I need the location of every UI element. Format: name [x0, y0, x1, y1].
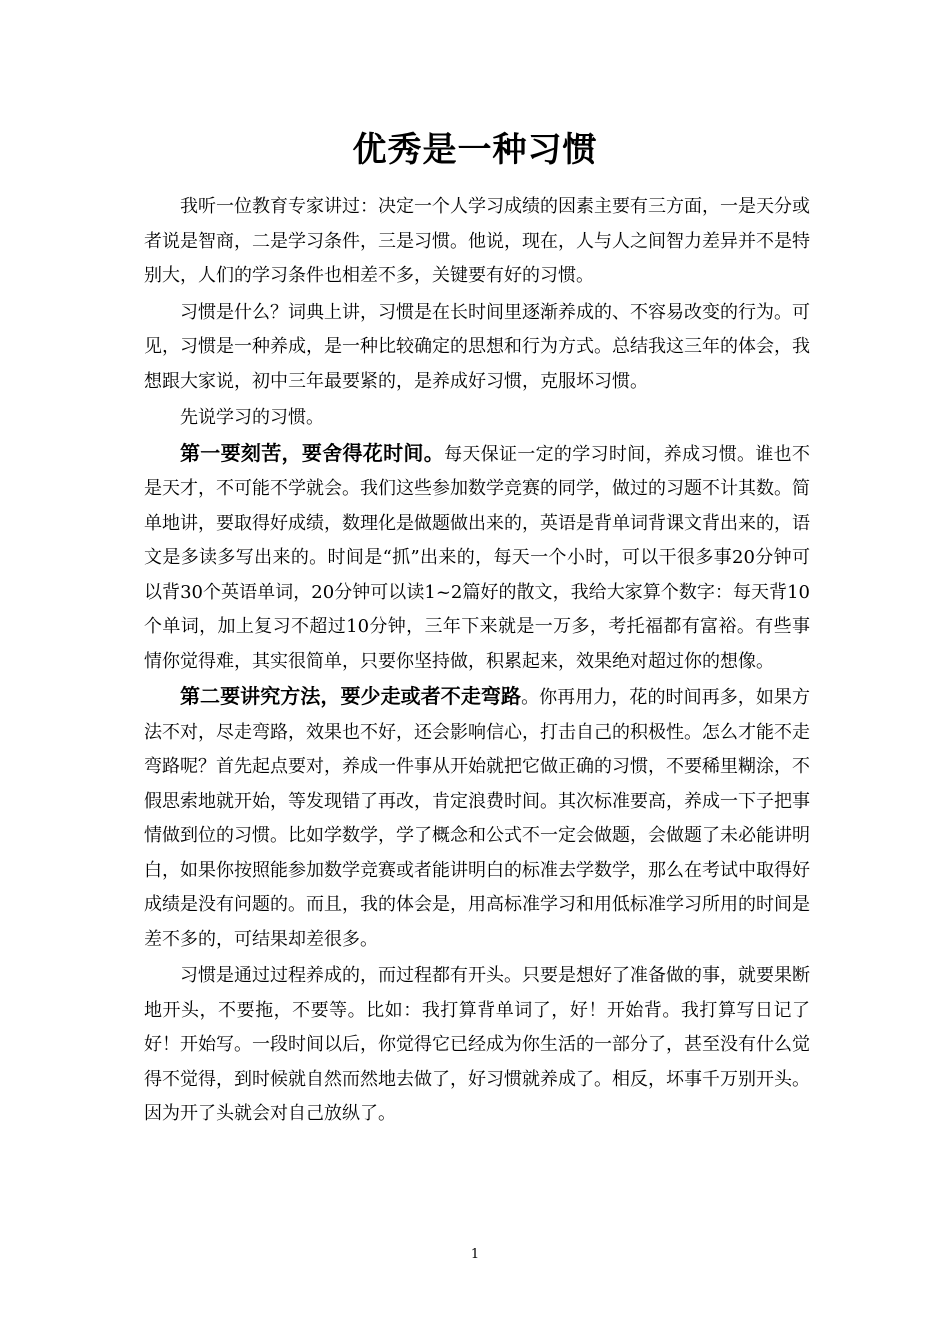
paragraph-text: 。你再用力，花的时间再多，如果方法不对，尽走弯路，效果也不好，还会影响信心，打击自己的积极性。怎么才能不走弯路呢？首先起点要对，养成一件事从开始就把它做正确的习惯，不要稀里糊涂，不假思索地就开始，等发现错了再改，肯定浪费时间。其次标准要高，养成一下子把事情做到位的习惯。比如学数学，学了概念和公式不一定会做题，会做题了未必能讲明白，如果你按照能参加数学竞赛或者能讲明白的标准去学数学，那么在考试中取得好成绩是没有问题的。而且，我的体会是，用高标准学习和用低标准学习所用的时间是差不多的，可结果却差很多。 [144, 687, 810, 950]
page-number: 1 [470, 1247, 480, 1262]
paragraph-3 [144, 399, 810, 436]
paragraph-text: 每天保证一定的学习时间，养成习惯。谁也不是天才，不可能不学就会。我们这些参加数学竞赛的同学，做过的习题不计其数。简单地讲，要取得好成绩，数理化是做题做出来的，英语是背单词背课文背出来的，语文是多读多写出来的。时间是“抓”出来的，每天一个小时，可以干很多事20分钟可以背30个英语单词，20分钟可以读1~2篇好的散文，我给大家算个数字：每天背10个单词，加上复习不超过10分钟，三年下来就是一万多，考托福都有富裕。有些事情你觉得难，其实很简单，只要你坚持做，积累起来，效果绝对超过你的想像。 [144, 443, 810, 672]
paragraph-5 [144, 679, 810, 957]
paragraph-text: 习惯是什么？词典上讲，习惯是在长时间里逐渐养成的、不容易改变的行为。可见，习惯是一种养成，是一种比较确定的思想和行为方式。总结我这三年的体会，我想跟大家说，初中三年最要紧的，是养成好习惯，克服坏习惯。 [144, 301, 810, 392]
paragraph-text: 我听一位教育专家讲过：决定一个人学习成绩的因素主要有三方面，一是天分或者说是智商，二是学习条件，三是习惯。他说，现在，人与人之间智力差异并不是特别大，人们的学习条件也相差不多，关键要有好的习惯。 [144, 196, 810, 286]
paragraph-text: 习惯是通过过程养成的，而过程都有开头。只要是想好了准备做的事，就要果断地开头，不要拖，不要等。比如：我打算背单词了，好！开始背。我打算写日记了好！开始写。一段时间以后，你觉得它已经成为你生活的一部分了，甚至没有什么觉得不觉得，到时候就自然而然地去做了，好习惯就养成了。相反，坏事千万别开头。因为开了头就会对自己放纵了。 [144, 965, 810, 1124]
paragraph-lead: 第一要刻苦，要舍得花时间。 [180, 440, 445, 465]
paragraph-lead: 第二要讲究方法，要少走或者不走弯路 [180, 684, 522, 708]
paragraph-1 [144, 188, 810, 294]
paragraph-2 [144, 294, 810, 400]
document-title: 优秀是一种习惯 [352, 130, 598, 170]
paragraph-text: 先说学习的习惯。 [180, 407, 324, 428]
document-body [144, 188, 810, 1132]
paragraph-6 [144, 957, 810, 1132]
paragraph-4 [144, 436, 810, 680]
